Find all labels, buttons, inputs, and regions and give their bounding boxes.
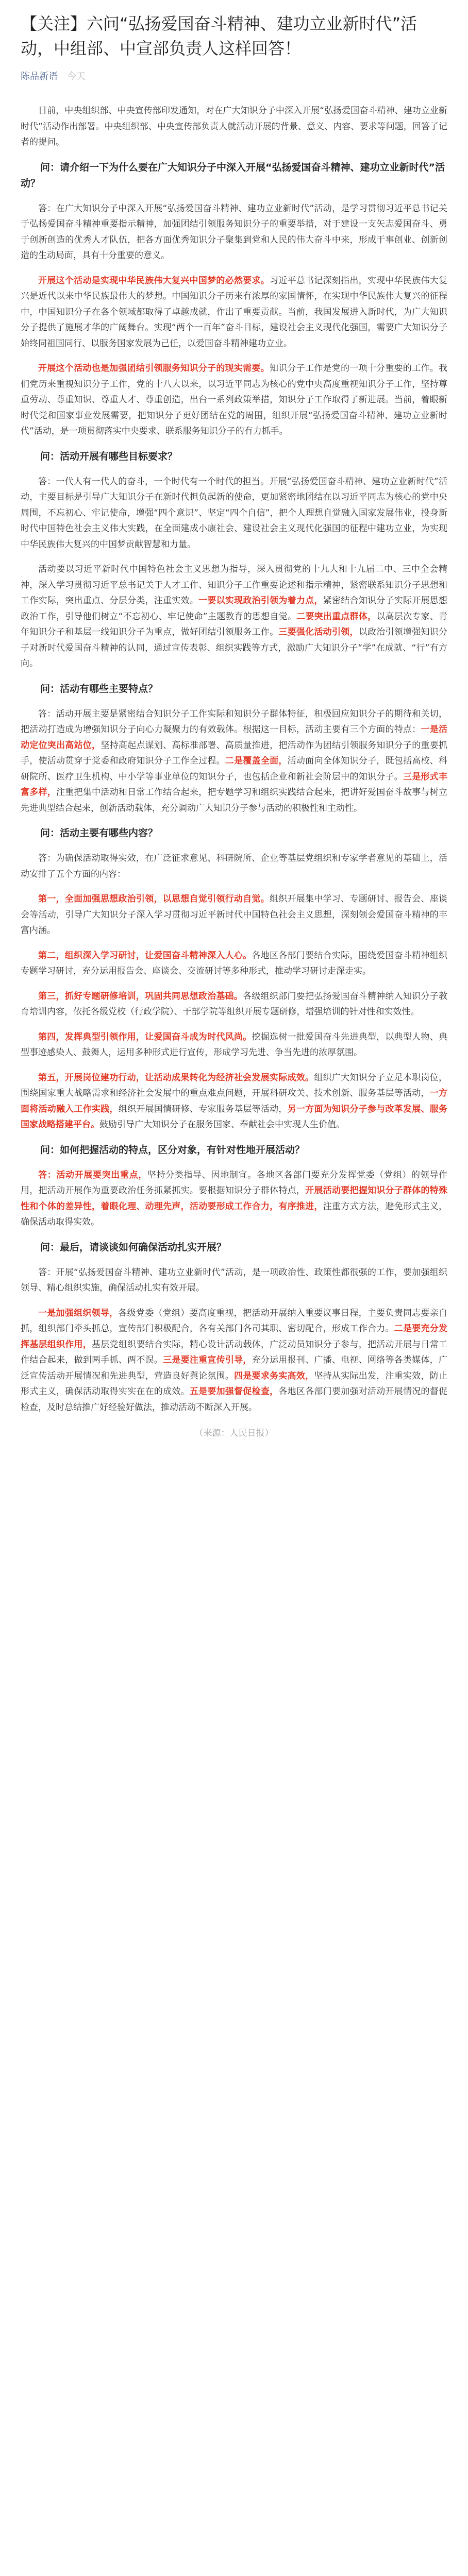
question-1: 问：请介绍一下为什么要在广大知识分子中深入开展“弘扬爱国奋斗精神、建功立业新时代”活动？ <box>21 161 445 189</box>
emphasis-text: 开展这个活动是实现中华民族伟大复兴中国梦的必然要求。 <box>38 275 270 286</box>
answer-1-part-2 <box>21 273 447 352</box>
answer-4-body-5: 组织广大知识分子立足本职岗位，围绕国家重大战略需求和经济社会发展中的重点难点问题，开展科研攻关、技术创新、服务基层等活动， <box>21 1072 447 1098</box>
emphasis-text: 第五，开展岗位建功行动，让活动成果转化为经济社会发展实际成效。 <box>38 1072 314 1083</box>
emphasis-text: 三要强化活动引领， <box>278 627 359 637</box>
answer-1-body-2: 习近平总书记深刻指出，实现中华民族伟大复兴是近代以来中华民族最伟大的梦想。中国知识分子历来有浓厚的家国情怀，在实现中华民族伟大复兴的征程中，中国知识分子在各个领域都取得了卓越成就，作出了重要贡献。当前，我国发展进入新时代，为广大知识分子提供了施展才华的广阔舞台。实现“两个一百年”奋斗目标，建设社会主义现代化强国，需要广大知识分子始终同祖国同行、以服务国家发展为己任，以爱国奋斗精神建功立业。 <box>21 275 448 349</box>
article-title: 【关注】六问“弘扬爱国奋斗精神、建功立业新时代”活动，中组部、中宣部负责人这样回答！ <box>21 14 417 58</box>
emphasis-text: 开展这个活动也是加强团结引领服务知识分子的现实需要。 <box>38 363 270 374</box>
emphasis-text: 三是要注重宣传引导， <box>163 1355 252 1365</box>
answer-4-body-4: 挖掘选树一批爱国奋斗先进典型，以典型人物、典型事迹感染人、鼓舞人，运用多种形式进行宣传，形成学习先进、争当先进的浓厚氛围。 <box>21 1031 448 1058</box>
answer-3-body-4: 注重把集中活动和日常工作结合起来，把专题学习和组织实践结合起来，把讲好爱国奋斗故事与树立先进典型结合起来，创新活动载体，充分调动广大知识分子参与活动的积极性和主动性。 <box>21 787 448 814</box>
emphasis-text: 第三，抓好专题研修培训，巩固共同思想政治基础。 <box>38 991 243 1002</box>
question-2: 问：活动开展有哪些目标要求？ <box>40 450 178 462</box>
emphasis-text: 开展活动要把握知识分子群体的特殊性和个体的差异性，着眼化理、动理先声，活动要形成工作合力，有序推进， <box>21 1185 448 1212</box>
answer-6-body-4: 坚持从实际出发，注重实效，防止形式主义，确保活动取得实实在在的成效。 <box>21 1370 448 1397</box>
answer-2-body-5: 以政治引领增强知识分子对新时代爱国奋斗精神的认同，通过宣传表彰、组织实践等方式，激励广大知识分子“学”在成就、“行”有方向。 <box>21 627 448 669</box>
answer-4-body-7: 鼓励引导广大知识分子在服务国家、奉献社会中实现人生价值。 <box>99 1120 345 1130</box>
answer-6-part-2 <box>21 1306 447 1416</box>
question-5: 问：如何把握活动的特点，区分对象，有针对性地开展活动？ <box>40 1144 305 1156</box>
answer-5-body-2: 注重方式方法，避免形式主义，确保活动取得实效。 <box>21 1201 448 1227</box>
answer-6-body-5: 各地区各部门要加强对活动开展情况的督促检查，及时总结推广好经验好做法，推动活动不断深入开展。 <box>21 1386 448 1413</box>
emphasis-text: 二是要充分发挥基层组织作用， <box>21 1324 448 1350</box>
emphasis-text: 一方面将活动融入工作实践， <box>21 1088 448 1114</box>
answer-2-part-2 <box>21 562 447 672</box>
emphasis-text: 第二，组织深入学习研讨，让爱国奋斗精神深入人心。 <box>38 950 252 961</box>
account-name-link[interactable]: 陈品新语 <box>21 71 58 82</box>
emphasis-text: 四是要求务实高效， <box>234 1370 314 1381</box>
answer-4-part-5 <box>21 1070 447 1133</box>
answer-5 <box>21 1167 447 1230</box>
answer-4-part-3 <box>21 989 447 1020</box>
emphasis-text: 三是形式丰富多样， <box>21 771 448 798</box>
emphasis-text: 一要以实现政治引领为着力点， <box>198 596 323 606</box>
answer-4-body-6: 组织开展国情研修、专家服务基层等活动， <box>118 1104 288 1114</box>
emphasis-text: 五是要加强督促检查， <box>189 1386 279 1397</box>
emphasis-text: 第四，发挥典型引领作用，让爱国奋斗成为时代风尚。 <box>38 1031 252 1042</box>
article-source: （来源：人民日报） <box>194 1428 274 1438</box>
article-meta <box>21 69 447 82</box>
answer-6-body-3: 充分运用报刊、广播、电视、网络等各类媒体，广泛宣传活动开展情况和先进典型，营造良好舆论氛围。 <box>21 1355 448 1381</box>
answer-4-body-3: 各级组织部门要把弘扬爱国奋斗精神纳入知识分子教育培训内容，依托各级党校（行政学院）、干部学院等组织开展专题研修，增强培训的针对性和实效性。 <box>21 991 448 1017</box>
emphasis-text: 二是覆盖全面， <box>225 756 288 766</box>
answer-1-body-3: 知识分子工作是党的一项十分重要的工作。我们党历来重视知识分子工作，党的十八大以来，以习近平同志为核心的党中央高度重视知识分子工作，坚持尊重劳动、尊重知识、尊重人才、尊重创造，出台一系列政策举措，知识分子工作取得了新进展。当前，着眼新时代党和国家事业发展需要，把知识分子更好团结在党的周围，组织开展“弘扬爱国奋斗精神、建功立业新时代”活动，是一项贯彻落实中央要求、联系服务知识分子的有力抓手。 <box>21 363 448 436</box>
answer-1-part-3 <box>21 361 447 439</box>
answer-2-body-2: 活动要以习近平新时代中国特色社会主义思想为指导，深入贯彻党的十九大和十九届二中、三中全会精神，深入学习贯彻习近平总书记关于人才工作、知识分子工作重要论述和指示精神，紧密联系知识分子思想和工作实际，突出重点、分层分类，注重实效。 <box>21 564 447 606</box>
question-6: 问：最后，请谈谈如何确保活动扎实开展？ <box>40 1241 227 1253</box>
answer-3 <box>21 706 447 817</box>
answer-4: 答：为确保活动取得实效，在广泛征求意见、科研院所、企业等基层党组织和专家学者意见的基础上，活动安排了五个方面的内容： <box>21 853 447 879</box>
answer-4-body-1: 组织开展集中学习、专题研讨、报告会、座谈会等活动，引导广大知识分子深入学习贯彻习近平新时代中国特色社会主义思想，深刻领会爱国奋斗精神的丰富内涵。 <box>21 894 448 936</box>
answer-4-part-2 <box>21 948 447 979</box>
publish-date: 今天 <box>67 71 86 82</box>
answer-4-body-2: 各地区各部门要结合实际，围绕爱国奋斗精神组织专题学习研讨，充分运用报告会、座谈会、交流研讨等多种形式，推动学习研讨走深走实。 <box>21 950 448 976</box>
answer-6-body-1: 各级党委（党组）要高度重视，把活动开展纳入重要议事日程，主要负责同志要亲自抓，组织部门牵头抓总，宣传部门积极配合，各有关部门各司其职、密切配合，形成工作合力。 <box>21 1308 448 1334</box>
question-4: 问：活动主要有哪些内容？ <box>40 827 158 839</box>
answer-6: 答：开展“弘扬爱国奋斗精神、建功立业新时代”活动，是一项政治性、政策性都很强的工作，要加强组织领导、精心组织实施，确保活动扎实有效开展。 <box>21 1267 447 1293</box>
emphasis-text: 一是活动定位突出高站位， <box>21 724 448 751</box>
answer-3-body-3: 活动面向全体知识分子，既包括高校、科研院所、医疗卫生机构、中小学等事业单位的知识分子，也包括企业和新社会阶层中的知识分子。 <box>21 756 448 782</box>
emphasis-text: 另一方面为知识分子参与改革发展、服务国家战略搭建平台。 <box>21 1104 448 1130</box>
answer-4-part-1 <box>21 891 447 939</box>
emphasis-text: 一是加强组织领导， <box>38 1308 119 1318</box>
answer-2-body-4: 以高层次专家、青年知识分子和基层一线知识分子为重点，做好团结引领服务工作。 <box>21 611 448 637</box>
answer-1: 答：在广大知识分子中深入开展“弘扬爱国奋斗精神、建功立业新时代”活动，是学习贯彻习近平总书记关于弘扬爱国奋斗精神重要指示精神，加强团结引领服务知识分子的重要举措，对于建设一支矢志爱国奋斗、勇于创新创造的优秀人才队伍，把各方面优秀知识分子聚集到党和人民的伟大奋斗中来，形成干事创业、创新创造的生动局面，具有十分重要的意义。 <box>21 203 447 261</box>
emphasis-text: 二要突出重点群体， <box>296 611 377 622</box>
answer-3-body-1: 答：活动开展主要是紧密结合知识分子工作实际和知识分子群体特征，积极回应知识分子的期待和关切，把活动打造成为增强知识分子向心力凝聚力的有效载体。根据这一目标，活动主要有三个方面的特点： <box>21 708 447 735</box>
question-3: 问：活动有哪些主要特点？ <box>40 683 158 694</box>
answer-4-part-4 <box>21 1029 447 1061</box>
answer-2-body-3: 紧密结合知识分子实际开展思想政治工作，引导他们树立“不忘初心、牢记使命”主题教育的思想自觉。 <box>21 596 448 622</box>
answer-5-body-1: 坚持分类指导、因地制宜。各地区各部门要充分发挥党委（党组）的领导作用，把活动开展作为重要政治任务抓紧抓实。要根据知识分子群体特点， <box>21 1170 448 1196</box>
answer-6-body-2: 基层党组织要结合实际，精心设计活动载体，广泛动员知识分子参与，把活动开展与日常工作结合起来，做到两手抓、两不误。 <box>21 1339 448 1365</box>
lead-paragraph: 日前，中央组织部、中央宣传部印发通知，对在广大知识分子中深入开展“弘扬爱国奋斗精神、建功立业新时代”活动作出部署。中央组织部、中央宣传部负责人就活动开展的背景、意义、内容、要求等问题，回答了记者的提问。 <box>21 106 447 147</box>
emphasis-text: 第一，全面加强思想政治引领，以思想自觉引领行动自觉。 <box>38 894 270 904</box>
answer-2: 答：一代人有一代人的奋斗，一个时代有一个时代的担当。开展“弘扬爱国奋斗精神、建功立业新时代”活动，主要目标是引导广大知识分子在新时代担负起新的使命，更加紧密地团结在以习近平同志为核心的党中央周围，不忘初心、牢记使命，增强“四个意识”、坚定“四个自信”，把个人理想自觉融入国家发展伟业，投身新时代中国特色社会主义伟大实践，在全面建成小康社会、建设社会主义现代化强国的征程中建功立业，为实现中华民族伟大复兴的中国梦贡献智慧和力量。 <box>21 476 447 550</box>
answer-3-body-2: 坚持高起点谋划、高标准部署、高质量推进，把活动作为团结引领服务知识分子的重要抓手，使活动贯穿于党委和政府知识分子工作全过程。 <box>21 740 448 766</box>
emphasis-text: 答：活动开展要突出重点， <box>38 1170 147 1180</box>
